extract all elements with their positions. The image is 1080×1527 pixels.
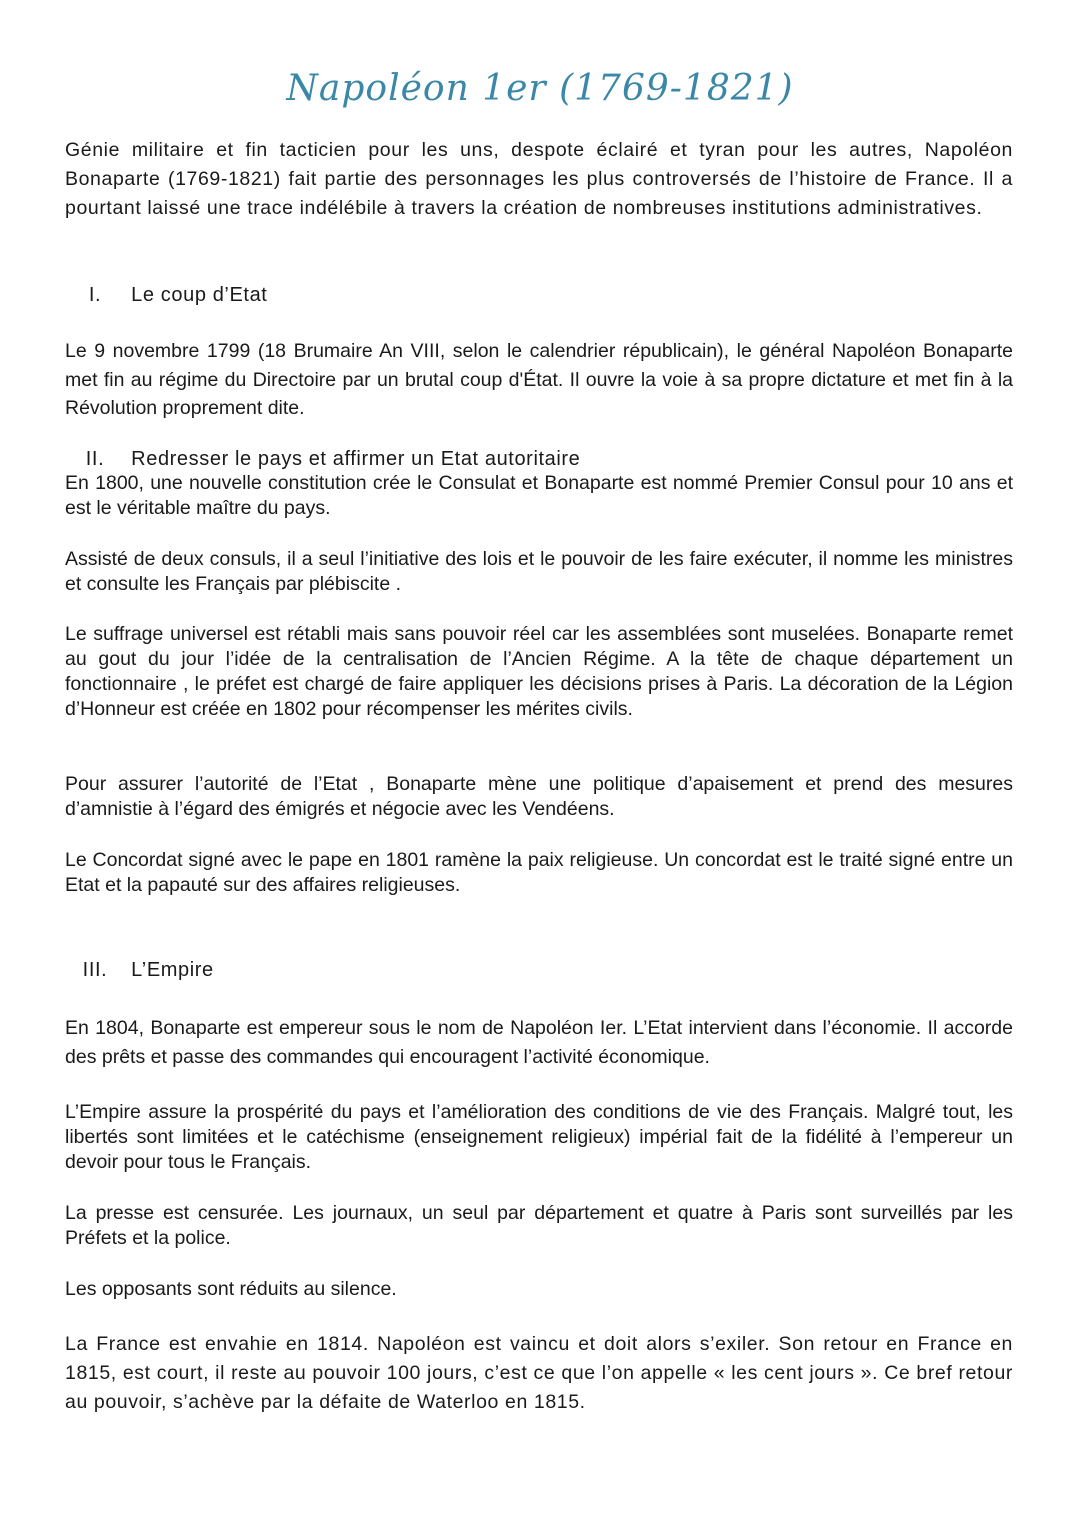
section-number-1: I. xyxy=(88,284,102,306)
paragraph-3-1: En 1804, Bonaparte est empereur sous le nom de Napoléon Ier. L’Etat intervient dans l’économie. Il accorde des prêts et passe des commandes qui encouragent l’activité économique. xyxy=(65,1017,1013,1068)
paragraph-2-5: Le Concordat signé avec le pape en 1801 ramène la paix religieuse. Un concordat est le traité signé entre un Etat et la papauté sur des affaires religieuses. xyxy=(65,849,1013,896)
section-number-2: II. xyxy=(85,448,105,470)
section-title-1: Le coup d’Etat xyxy=(131,284,268,306)
paragraph-2-4: Pour assurer l’autorité de l’Etat , Bonaparte mène une politique d’apaisement et prend des mesures d’amnistie à l’égard des émigrés et négocie avec les Vendéens. xyxy=(65,773,1013,820)
intro-paragraph: Génie militaire et fin tacticien pour les uns, despote éclairé et tyran pour les autres, Napoléon Bonaparte (1769-1821) fait partie des personnages les plus controversés de l’histoire de France. Il a pourtant laissé une trace indélébile à travers la création de nombreuses institutions administratives. xyxy=(65,139,1013,219)
paragraph-2-1: En 1800, une nouvelle constitution crée le Consulat et Bonaparte est nommé Premier Consul pour 10 ans et est le véritable maître du pays. xyxy=(65,472,1013,519)
paragraph-3-4: Les opposants sont réduits au silence. xyxy=(65,1278,397,1300)
paragraph-3-2: L’Empire assure la prospérité du pays et l’amélioration des conditions de vie des Français. Malgré tout, les libertés sont limitées et le catéchisme (enseignement religieux) impérial fait de la fidélité à l’empereur un devoir pour tous le Français. xyxy=(65,1101,1013,1173)
paragraph-3-3: La presse est censurée. Les journaux, un seul par département et quatre à Paris sont surveillés par les Préfets et la police. xyxy=(65,1202,1013,1249)
section-title-2: Redresser le pays et affirmer un Etat autoritaire xyxy=(131,448,581,470)
section-number-3: III. xyxy=(82,959,108,981)
paragraph-2-3: Le suffrage universel est rétabli mais sans pouvoir réel car les assemblées sont muselées. Bonaparte remet au gout du jour l’idée de la centralisation de l’Ancien Régime. A la tête de chaque département un fonctionnaire , le préfet est chargé de faire appliquer les décisions prises à Paris. La décoration de la Légion d’Honneur est créée en 1802 pour récompenser les mérites civils. xyxy=(65,623,1013,720)
section-heading-2 xyxy=(65,447,580,471)
page-title: Napoléon 1er (1769-1821) xyxy=(286,68,794,109)
paragraph-2-2: Assisté de deux consuls, il a seul l’initiative des lois et le pouvoir de les faire exécuter, il nomme les ministres et consulte les Français par plébiscite . xyxy=(65,548,1013,595)
section-heading-3 xyxy=(65,958,214,982)
section-heading-1 xyxy=(65,283,267,307)
paragraph-3-5: La France est envahie en 1814. Napoléon est vaincu et doit alors s’exiler. Son retour en France en 1815, est court, il reste au pouvoir 100 jours, c’est ce que l’on appelle « les cent jours ». Ce bref retour au pouvoir, s’achève par la défaite de Waterloo en 1815. xyxy=(65,1333,1013,1413)
section-title-3: L’Empire xyxy=(131,959,214,981)
paragraph-1-1: Le 9 novembre 1799 (18 Brumaire An VIII, selon le calendrier républicain), le général Napoléon Bonaparte met fin au régime du Directoire par un brutal coup d'État. Il ouvre la voie à sa propre dictature et met fin à la Révolution proprement dite. xyxy=(65,340,1013,419)
